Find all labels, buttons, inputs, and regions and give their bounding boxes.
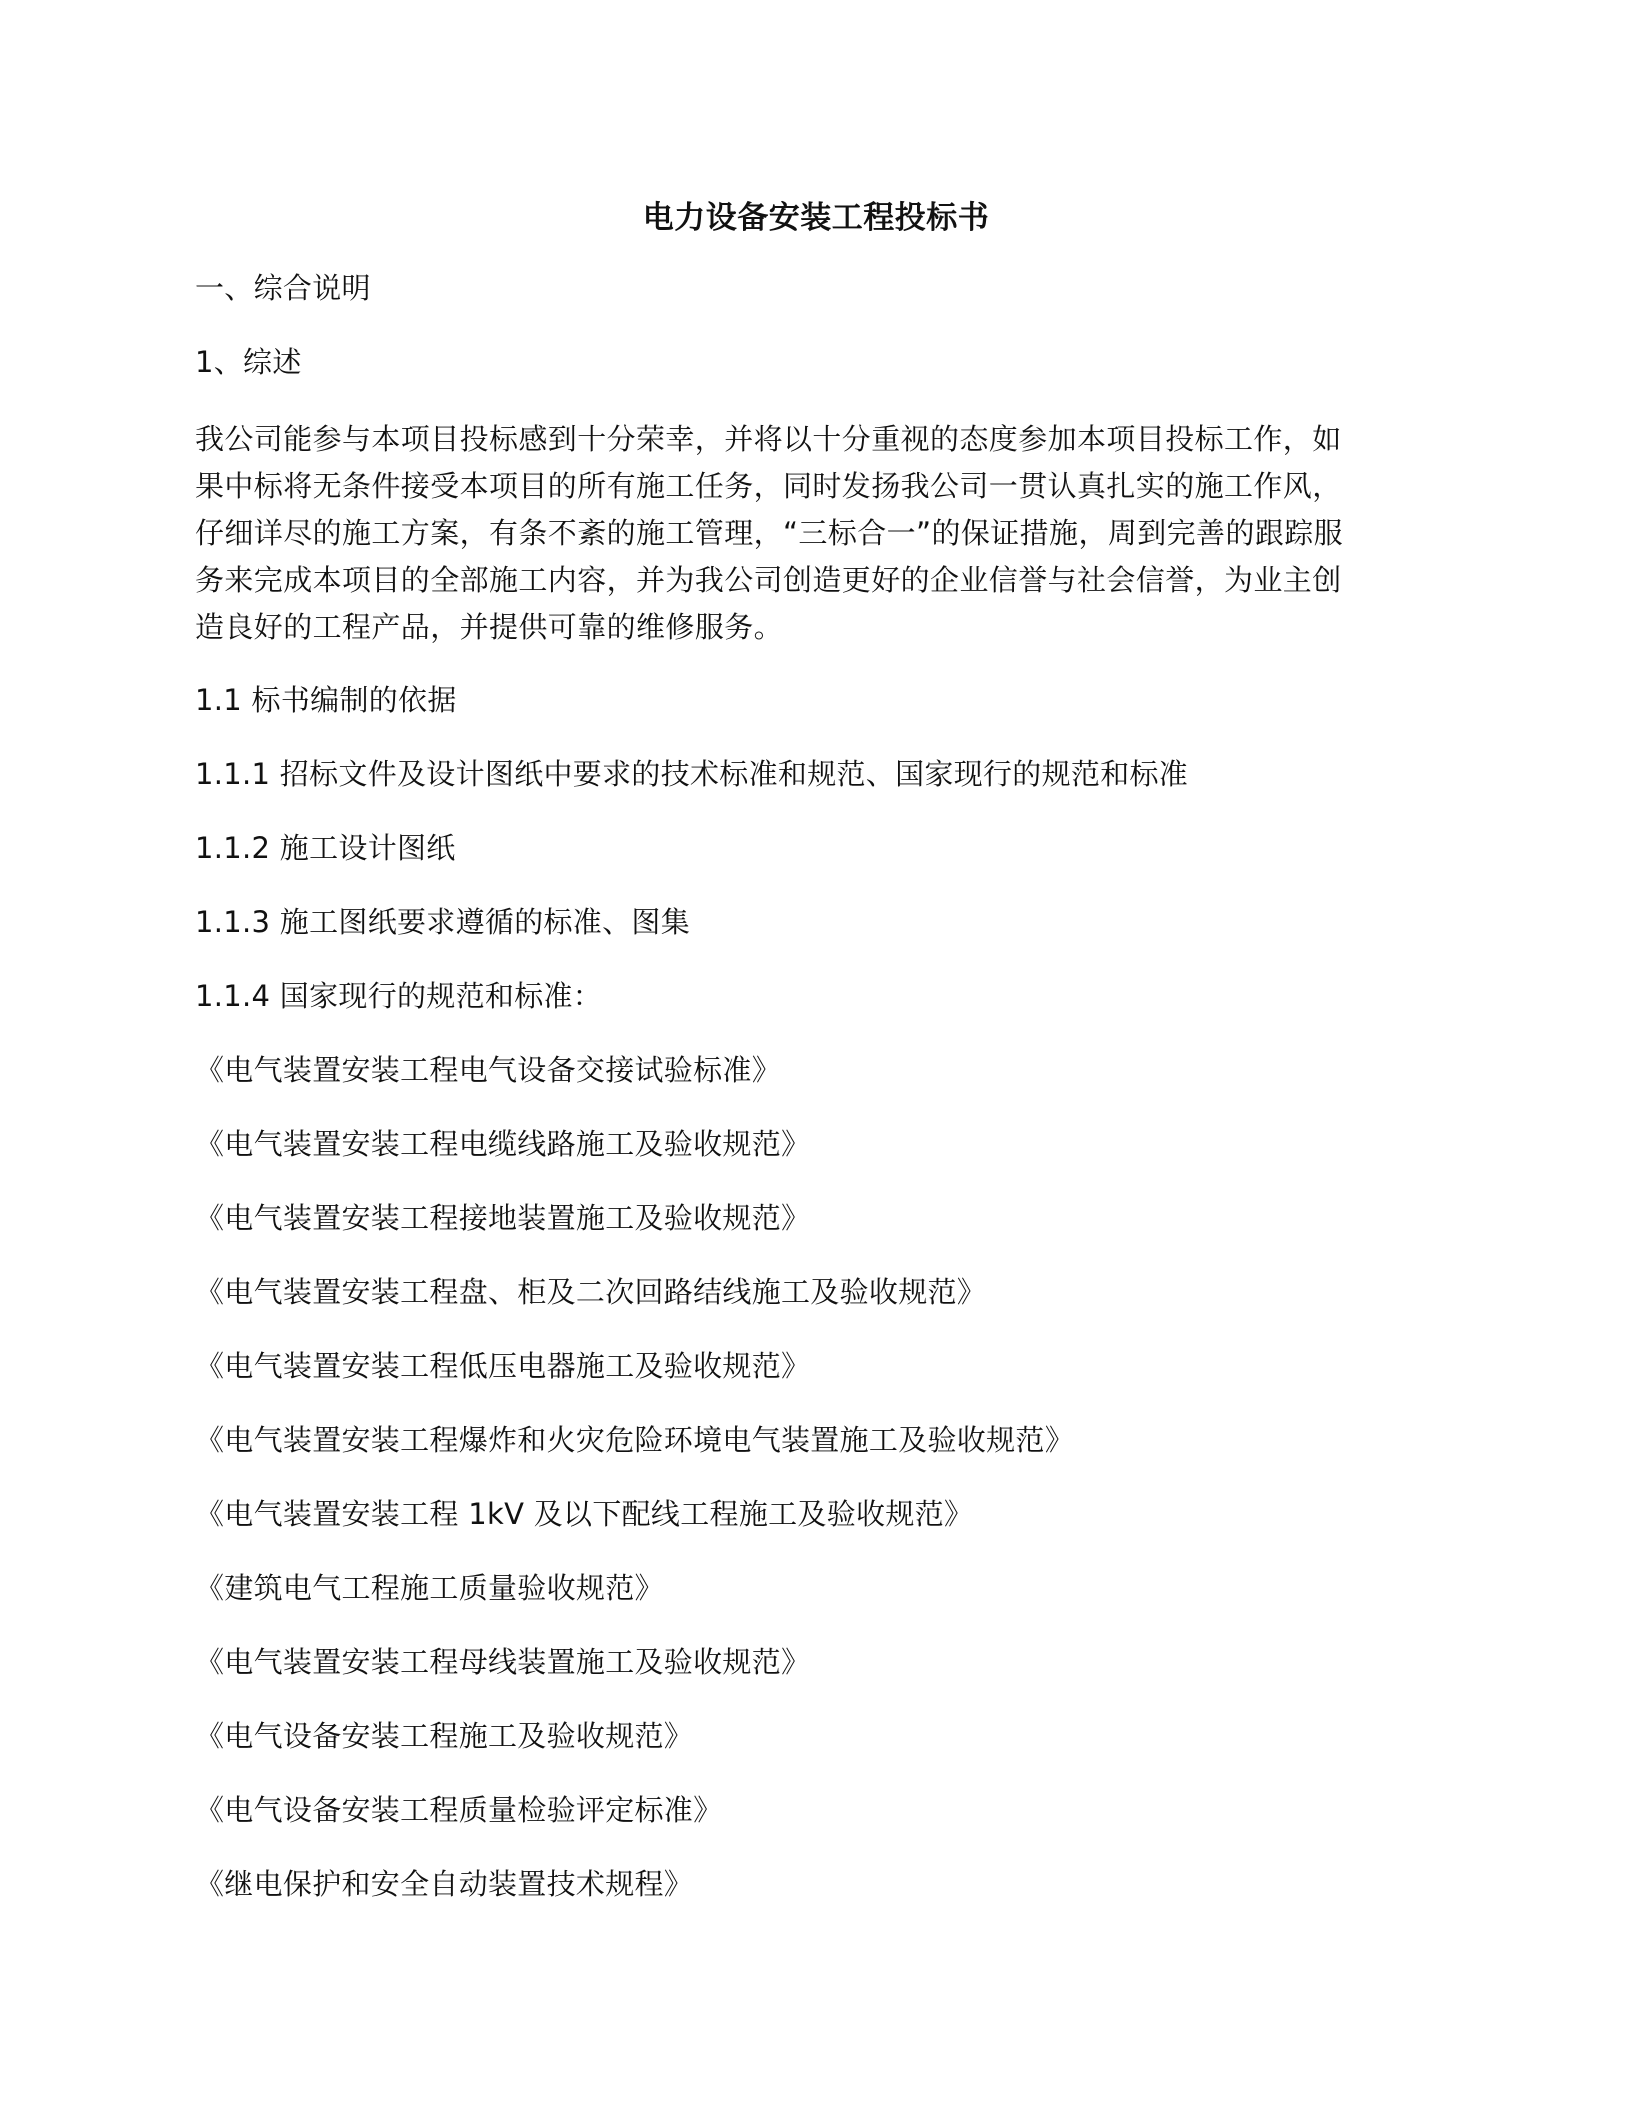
basis-item: 1.1.2 施工设计图纸 (195, 831, 456, 865)
section-heading: 一、综合说明 (195, 271, 371, 305)
standard-item: 《电气装置安装工程爆炸和火灾危险环境电气装置施工及验收规范》 (195, 1423, 1075, 1457)
standard-item: 《电气装置安装工程 1kV 及以下配线工程施工及验收规范》 (195, 1497, 974, 1531)
subsection-heading: 1、综述 (195, 345, 302, 379)
document-title: 电力设备安装工程投标书 (642, 200, 990, 236)
standard-item: 《电气装置安装工程接地装置施工及验收规范》 (195, 1201, 811, 1235)
intro-line: 我公司能参与本项目投标感到十分荣幸，并将以十分重视的态度参加本项目投标工作，如 (195, 422, 1342, 456)
standard-item: 《建筑电气工程施工质量验收规范》 (195, 1571, 664, 1605)
intro-line: 果中标将无条件接受本项目的所有施工任务，同时发扬我公司一贯认真扎实的施工作风， (195, 469, 1342, 503)
basis-item: 1.1.1 招标文件及设计图纸中要求的技术标准和规范、国家现行的规范和标准 (195, 757, 1189, 791)
standard-item: 《电气设备安装工程施工及验收规范》 (195, 1719, 694, 1753)
standard-item: 《电气装置安装工程电气设备交接试验标准》 (195, 1053, 782, 1087)
standard-item: 《电气装置安装工程低压电器施工及验收规范》 (195, 1349, 811, 1383)
intro-line: 务来完成本项目的全部施工内容，并为我公司创造更好的企业信誉与社会信誉，为业主创 (195, 563, 1342, 597)
intro-line: 造良好的工程产品，并提供可靠的维修服务。 (195, 610, 784, 644)
basis-item: 1.1.4 国家现行的规范和标准： (195, 979, 603, 1013)
standard-item: 《电气设备安装工程质量检验评定标准》 (195, 1793, 723, 1827)
basis-item: 1.1.3 施工图纸要求遵循的标准、图集 (195, 905, 691, 939)
intro-paragraph (195, 416, 1435, 651)
standard-item: 《电气装置安装工程电缆线路施工及验收规范》 (195, 1127, 811, 1161)
standard-item: 《继电保护和安全自动装置技术规程》 (195, 1867, 694, 1901)
intro-line: 仔细详尽的施工方案，有条不紊的施工管理，“三标合一”的保证措施，周到完善的跟踪服 (195, 516, 1344, 550)
basis-heading: 1.1 标书编制的依据 (195, 683, 457, 717)
standard-item: 《电气装置安装工程盘、柜及二次回路结线施工及验收规范》 (195, 1275, 987, 1309)
standard-item: 《电气装置安装工程母线装置施工及验收规范》 (195, 1645, 811, 1679)
